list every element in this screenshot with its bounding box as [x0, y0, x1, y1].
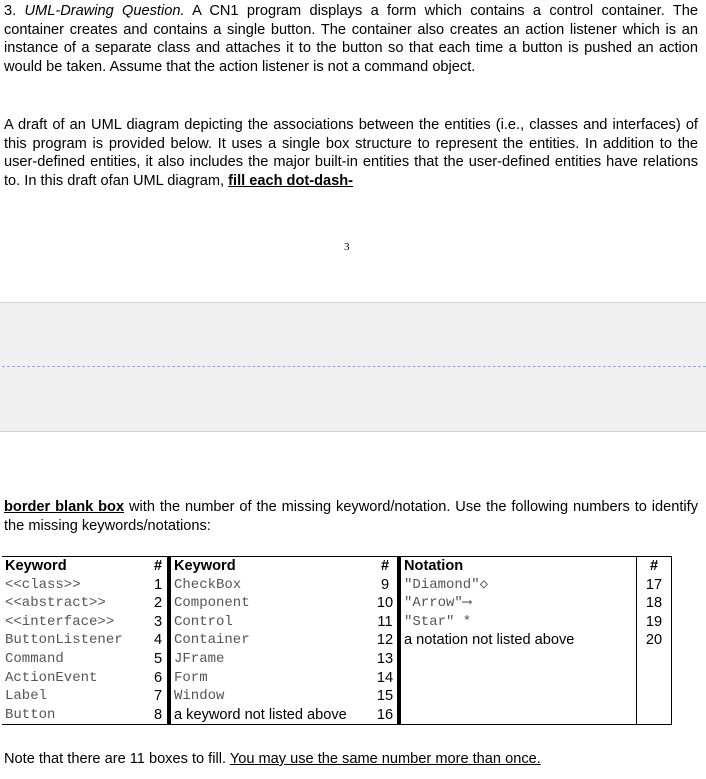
number-cell: 19 — [637, 613, 672, 632]
fill-instruction-emphasis: fill each dot-dash- — [228, 172, 354, 189]
table-row — [2, 650, 672, 669]
page-number: 3 — [344, 241, 350, 253]
header-number-3: # — [637, 557, 672, 576]
number-cell: 17 — [637, 576, 672, 595]
notation-cell — [399, 687, 637, 706]
blank-box-emphasis: border blank box — [4, 499, 125, 515]
number-cell: 3 — [153, 613, 163, 630]
notation-cell — [399, 706, 637, 725]
notation-cell: "Arrow"⟶ — [399, 594, 637, 613]
number-cell: 6 — [153, 669, 163, 686]
table-row — [2, 631, 672, 650]
keyword-cell: <<interface>> — [5, 613, 115, 630]
question-paragraph-3 — [4, 498, 698, 535]
number-cell: 2 — [153, 595, 163, 612]
question-paragraph-2 — [4, 116, 698, 190]
number-cell: 20 — [637, 631, 672, 650]
number-cell: 10 — [376, 595, 394, 612]
keyword-cell: ButtonListener — [5, 632, 123, 649]
footer-note-text: Note that there are 11 boxes to fill. — [4, 751, 227, 767]
number-cell: 5 — [153, 650, 163, 667]
table-row — [2, 669, 672, 688]
question-intro-text: A CN1 program displays a form which contains a control container. The container creates and contains a single button. The container also creates an action listener which is an instance of a separate class and attaches it to the button so that each time a button is pushed an action would be taken. Assume that the action listener is not a command object. — [4, 3, 698, 75]
page-break-dashed-line — [2, 366, 706, 367]
question-number: 3. — [4, 3, 17, 19]
number-cell — [637, 687, 672, 706]
keyword-cell: Component — [169, 594, 373, 613]
keyword-cell: a keyword not listed above — [169, 706, 373, 725]
question-title: UML-Drawing Question. — [24, 3, 185, 19]
numbering-instructions: with the number of the missing keyword/notation. Use the following numbers to identify the missing keywords/notations: — [4, 499, 698, 534]
keyword-cell: Button — [2, 706, 149, 725]
notation-cell: "Diamond"◇ — [399, 576, 637, 595]
question-paragraph-1 — [4, 2, 698, 76]
keyword-cell: JFrame — [169, 650, 373, 669]
keyword-cell: <<abstract>> — [5, 595, 106, 612]
number-cell: 11 — [377, 613, 393, 630]
keyword-cell: Control — [169, 613, 373, 632]
number-cell: 12 — [376, 632, 394, 649]
header-keyword-2: Keyword — [169, 557, 373, 576]
header-number-1: # — [149, 557, 169, 576]
keyword-notation-table — [2, 556, 672, 725]
number-cell — [637, 706, 672, 725]
page-break-region — [0, 302, 706, 432]
header-keyword-1: Keyword — [2, 557, 149, 576]
number-cell — [637, 650, 672, 669]
table-row — [2, 706, 672, 725]
number-cell: 13 — [376, 650, 394, 667]
footer-note — [4, 751, 541, 767]
header-number-2: # — [373, 557, 399, 576]
table-row — [2, 613, 672, 632]
notation-cell: "Star" * — [399, 613, 637, 632]
keyword-cell: ActionEvent — [5, 669, 98, 686]
table-row — [2, 576, 672, 595]
number-cell: 15 — [376, 688, 394, 705]
table-row — [2, 687, 672, 706]
table-row — [2, 594, 672, 613]
number-cell: 14 — [376, 669, 394, 686]
keyword-cell: Command — [5, 650, 64, 667]
footer-note-underlined: You may use the same number more than once. — [229, 751, 541, 767]
notation-cell — [399, 669, 637, 688]
number-cell: 9 — [380, 576, 390, 593]
number-cell: 16 — [373, 706, 399, 725]
number-cell: 8 — [149, 706, 169, 725]
keyword-cell: Label — [5, 688, 48, 705]
keyword-cell: <<class>> — [5, 576, 81, 593]
keyword-cell: Container — [169, 631, 373, 650]
keyword-cell: CheckBox — [169, 576, 373, 595]
table-header-row — [2, 557, 672, 576]
keyword-cell: Form — [169, 669, 373, 688]
number-cell: 7 — [153, 688, 163, 705]
number-cell: 18 — [637, 594, 672, 613]
header-notation: Notation — [399, 557, 637, 576]
instructions-text: A draft of an UML diagram depicting the associations between the entities (i.e., classes and interfaces) of this program is provided below. It uses a single box structure to represent the entities. In addition to the user-defined entities, it also includes the major built-in entities that the user-defined entities have relations to. In this draft ofan UML diagram, — [4, 117, 698, 189]
number-cell — [637, 669, 672, 688]
notation-cell: a notation not listed above — [399, 631, 637, 650]
notation-cell — [399, 650, 637, 669]
number-cell: 4 — [153, 632, 163, 649]
keyword-cell: Window — [169, 687, 373, 706]
number-cell: 1 — [153, 576, 163, 593]
